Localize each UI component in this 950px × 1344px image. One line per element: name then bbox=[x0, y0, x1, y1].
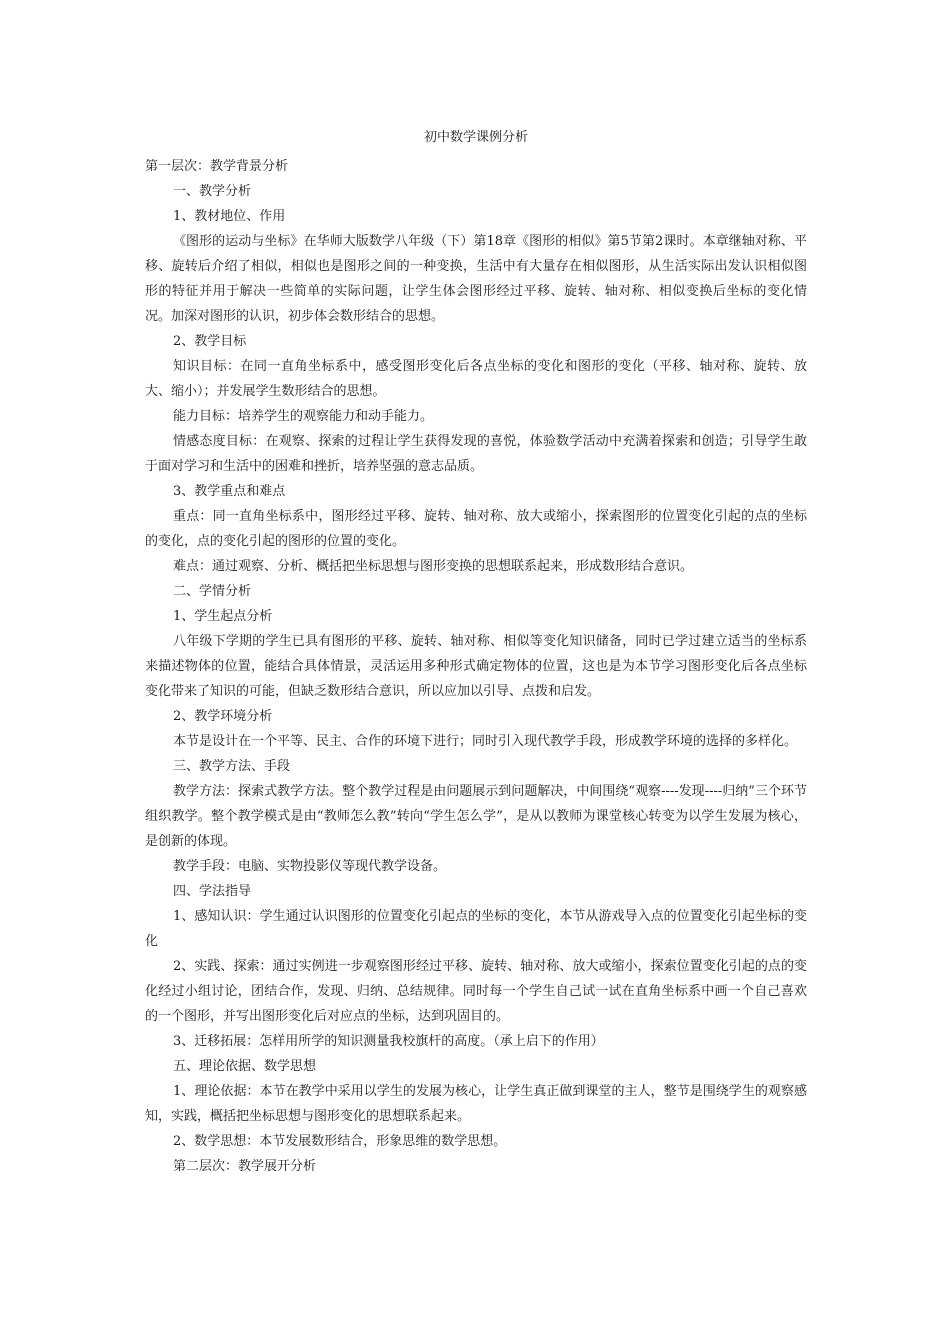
document-paragraph: 八年级下学期的学生已具有图形的平移、旋转、轴对称、相似等变化知识储备，同时已学过建立适当的坐标系来描述物体的位置，能结合具体情景，灵活运用多种形式确定物体的位置，这也是为本节学习图形变化后各点坐标变化带来了知识的可能，但缺乏数形结合意识，所以应加以引导、点拨和启发。 bbox=[145, 634, 807, 699]
document-paragraph: 2、教学环境分析 bbox=[173, 709, 273, 724]
document-paragraph: 3、教学重点和难点 bbox=[173, 484, 286, 499]
document-paragraph: 教学方法：探索式教学方法。整个教学过程是由问题展示到问题解决，中间围绕“观察----发现----归纳”三个环节组织教学。整个教学模式是由“教师怎么教”转向“学生怎么学”，是从以教师为课堂核心转变为以学生发展为核心，是创新的体现。 bbox=[145, 784, 807, 849]
document-paragraph: 情感态度目标：在观察、探索的过程让学生获得发现的喜悦，体验数学活动中充满着探索和创造；引导学生敢于面对学习和生活中的困难和挫折，培养坚强的意志品质。 bbox=[145, 434, 807, 474]
document-paragraph: 第二层次：教学展开分析 bbox=[173, 1159, 317, 1174]
document-paragraph: 1、学生起点分析 bbox=[173, 609, 273, 624]
document-paragraph: 五、理论依据、数学思想 bbox=[173, 1059, 317, 1074]
document-paragraph: 第一层次：教学背景分析 bbox=[145, 159, 289, 174]
document-paragraph: 1、教材地位、作用 bbox=[173, 209, 286, 224]
document-page bbox=[145, 128, 807, 1179]
document-title: 初中数学课例分析 bbox=[423, 130, 528, 145]
document-paragraph: 二、学情分析 bbox=[173, 584, 252, 599]
document-paragraph: 1、理论依据：本节在教学中采用以学生的发展为核心，让学生真正做到课堂的主人，整节是围绕学生的观察感知，实践，概括把坐标思想与图形变化的思想联系起来。 bbox=[145, 1084, 807, 1124]
document-paragraph: 难点：通过观察、分析、概括把坐标思想与图形变换的思想联系起来，形成数形结合意识。 bbox=[173, 559, 694, 574]
document-paragraph: 三、教学方法、手段 bbox=[173, 759, 291, 774]
document-paragraph: 能力目标：培养学生的观察能力和动手能力。 bbox=[173, 409, 434, 424]
document-body bbox=[145, 154, 807, 1179]
document-paragraph: 重点：同一直角坐标系中，图形经过平移、旋转、轴对称、放大或缩小，探索图形的位置变化引起的点的坐标的变化，点的变化引起的图形的位置的变化。 bbox=[145, 509, 807, 549]
document-paragraph: 2、教学目标 bbox=[173, 334, 247, 349]
document-paragraph: 四、学法指导 bbox=[173, 884, 252, 899]
document-paragraph: 3、迁移拓展：怎样用所学的知识测量我校旗杆的高度。（承上启下的作用） bbox=[173, 1034, 604, 1049]
document-paragraph: 2、数学思想：本节发展数形结合，形象思维的数学思想。 bbox=[173, 1134, 507, 1149]
document-paragraph: 2、实践、探索：通过实例进一步观察图形经过平移、旋转、轴对称、放大或缩小，探索位置变化引起的点的变化经过小组讨论，团结合作，发现、归纳、总结规律。同时每一个学生自己试一试在直角坐标系中画一个自己喜欢的一个图形，并写出图形变化后对应点的坐标，达到巩固目的。 bbox=[145, 959, 807, 1024]
document-paragraph: 《图形的运动与坐标》在华师大版数学八年级（下）第18章《图形的相似》第5节第2课时。本章继轴对称、平移、旋转后介绍了相似，相似也是图形之间的一种变换，生活中有大量存在相似图形，从生活实际出发认识相似图形的特征并用于解决一些简单的实际问题，让学生体会图形经过平移、旋转、轴对称、相似变换后坐标的变化情况。加深对图形的认识，初步体会数形结合的思想。 bbox=[145, 234, 807, 324]
document-paragraph: 知识目标：在同一直角坐标系中，感受图形变化后各点坐标的变化和图形的变化（平移、轴对称、旋转、放大、缩小）；并发展学生数形结合的思想。 bbox=[145, 359, 807, 399]
document-paragraph: 一、教学分析 bbox=[173, 184, 252, 199]
document-paragraph: 教学手段：电脑、实物投影仪等现代教学设备。 bbox=[173, 859, 447, 874]
document-paragraph: 1、感知认识：学生通过认识图形的位置变化引起点的坐标的变化，本节从游戏导入点的位置变化引起坐标的变化 bbox=[145, 909, 807, 949]
document-paragraph: 本节是设计在一个平等、民主、合作的环境下进行；同时引入现代教学手段，形成教学环境的选择的多样化。 bbox=[173, 734, 798, 749]
